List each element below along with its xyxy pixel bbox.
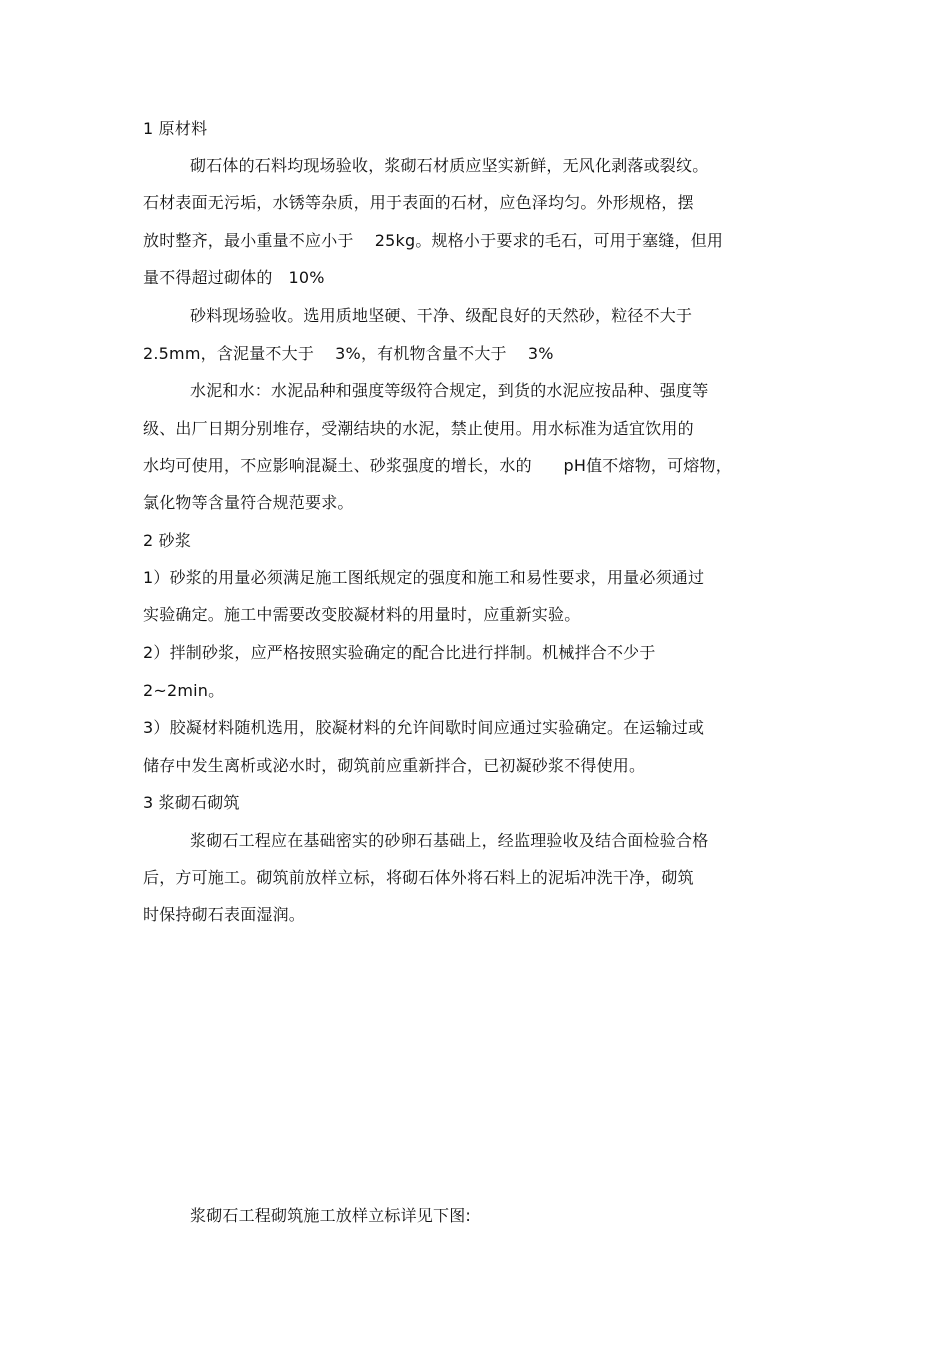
paragraph-line: 量不得超过砌体的 10% — [143, 268, 325, 287]
paragraph-line: 2.5mm，含泥量不大于 3%，有机物含量不大于 3% — [143, 344, 554, 363]
paragraph-line: 氯化物等含量符合规范要求。 — [143, 493, 354, 512]
paragraph-line: 水泥和水：水泥品种和强度等级符合规定，到货的水泥应按品种、强度等 — [190, 381, 709, 400]
paragraph-line: 浆砌石工程应在基础密实的砂卵石基础上，经监理验收及结合面检验合格 — [190, 831, 709, 850]
paragraph-line: 石材表面无污垢，水锈等杂质，用于表面的石材，应色泽均匀。外形规格，摆 — [143, 193, 694, 212]
paragraph-line: 时保持砌石表面湿润。 — [143, 905, 306, 924]
paragraph-line: 3）胶凝材料随机选用，胶凝材料的允许间歇时间应通过实验确定。在运输过或 — [143, 718, 705, 737]
paragraph-line: 实验确定。施工中需要改变胶凝材料的用量时，应重新实验。 — [143, 605, 581, 624]
paragraph-line: 砌石体的石料均现场验收，浆砌石材质应坚实新鲜，无风化剥落或裂纹。 — [190, 156, 709, 175]
paragraph-line: 2）拌制砂浆，应严格按照实验确定的配合比进行拌制。机械拌合不少于 — [143, 643, 656, 662]
paragraph-line: 1）砂浆的用量必须满足施工图纸规定的强度和施工和易性要求，用量必须通过 — [143, 568, 705, 587]
section-heading-mortar: 2 砂浆 — [143, 531, 192, 550]
section-heading-masonry: 3 浆砌石砌筑 — [143, 793, 240, 812]
paragraph-line: 放时整齐，最小重量不应小于 25kg。规格小于要求的毛石，可用于塞缝，但用 — [143, 231, 724, 250]
figure-reference-line: 浆砌石工程砌筑施工放样立标详见下图: — [190, 1206, 471, 1225]
paragraph-line: 水均可使用，不应影响混凝土、砂浆强度的增长，水的 pH值不熔物，可熔物， — [143, 456, 732, 475]
paragraph-line: 级、出厂日期分别堆存，受潮结块的水泥，禁止使用。用水标准为适宜饮用的 — [143, 419, 694, 438]
paragraph-line: 砂料现场验收。选用质地坚硬、干净、级配良好的天然砂，粒径不大于 — [190, 306, 693, 325]
paragraph-line: 储存中发生离析或泌水时，砌筑前应重新拌合，已初凝砂浆不得使用。 — [143, 756, 646, 775]
paragraph-line: 2~2min。 — [143, 681, 225, 700]
paragraph-line: 后，方可施工。砌筑前放样立标，将砌石体外将石料上的泥垢冲洗干净，砌筑 — [143, 868, 694, 887]
section-heading-raw-materials: 1 原材料 — [143, 119, 208, 138]
